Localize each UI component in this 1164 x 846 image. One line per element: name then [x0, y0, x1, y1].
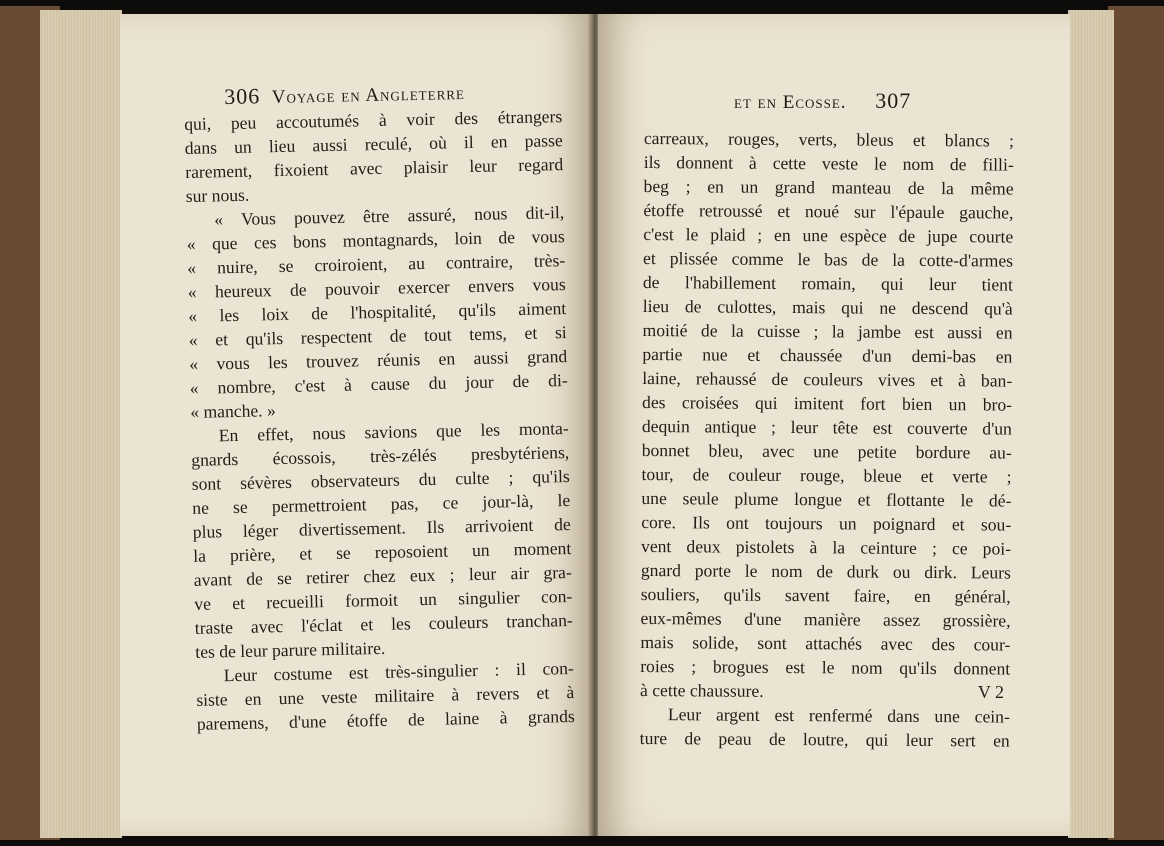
- text-line: bonnet bleu, avec une petite bordure au-: [641, 439, 1012, 463]
- left-body-text: [184, 104, 575, 736]
- text-line: lieu de culottes, mais qui ne descend qu'à: [642, 295, 1013, 319]
- text-line: Leur costume est très-singulier : il con-: [223, 657, 574, 686]
- text-line: laine, rehaussé de couleurs vives et à ban-: [642, 367, 1013, 391]
- right-page: [598, 14, 1070, 836]
- text-line: ils donnent à cette veste le nom de filli-: [643, 151, 1014, 175]
- text-line: « les loix de l'hospitalité, qu'ils aiment: [188, 298, 567, 326]
- text-line: une seule plume longue et flottante le dé-: [641, 487, 1012, 511]
- page-edges-left: [40, 10, 122, 838]
- left-page: [120, 14, 592, 836]
- text-line: siste en une veste militaire à revers et à: [196, 681, 575, 710]
- left-page-number: 306: [224, 83, 261, 109]
- text-line: « heureux de pouvoir exercer envers vous: [187, 274, 566, 302]
- text-line: sur nous.: [185, 184, 250, 206]
- text-line: Leur argent est renfermé dans une cein-: [667, 704, 1010, 727]
- text-line: des croisées qui imitent fort bien un bro-: [642, 391, 1013, 415]
- book-cover-right: [1108, 6, 1164, 840]
- page-edges-right: [1068, 10, 1114, 838]
- text-line: eux-mêmes d'une manière assez grossière,: [640, 607, 1011, 631]
- text-line: de l'habillement romain, qui leur tient: [642, 271, 1013, 295]
- text-line: tour, de couleur rouge, bleue et verte ;: [641, 463, 1012, 487]
- text-line: dans un lieu aussi reculé, où il en passe: [184, 130, 563, 158]
- text-line: qui, peu accoutumés à voir des étrangers: [184, 106, 563, 134]
- text-line: traste avec l'éclat et les couleurs tranchan-: [194, 609, 573, 638]
- text-line: c'est le plaid ; en une espèce de jupe courte: [643, 223, 1014, 247]
- text-line: « nombre, c'est à cause du jour de di-: [189, 370, 568, 398]
- right-running-head: [734, 88, 911, 114]
- text-line: « vous les trouvez réunis en aussi grand: [189, 346, 568, 374]
- text-line: tes de leur parure militaire.: [195, 637, 386, 662]
- text-line: core. Ils ont toujours un poignard et sou-: [641, 511, 1012, 535]
- left-head-title: Voyage en Angleterre: [271, 82, 466, 108]
- text-line: et plissée comme le bas de la cotte-d'armes: [643, 247, 1014, 271]
- text-line: ture de peau de loutre, qui leur sert en: [639, 727, 1010, 751]
- text-line: plus léger divertissement. Ils arrivoient de: [192, 513, 571, 542]
- text-line: sont sévères observateurs du culte ; qu'ils: [191, 466, 570, 494]
- text-line: moitié de la cuisse ; la jambe est aussi en: [642, 319, 1013, 343]
- text-line: « manche. »: [190, 400, 276, 422]
- text-line: gnards écossois, très-zélés presbytériens,: [191, 442, 570, 470]
- text-line: paremens, d'une étoffe de laine à grands: [196, 705, 575, 734]
- text-line: ne se permettroient pas, ce jour-là, le: [192, 489, 571, 518]
- text-line: étoffe retroussé et noué sur l'épaule gauche,: [643, 199, 1014, 223]
- text-line: vent deux pistolets à la ceinture ; ce poi-: [640, 535, 1012, 559]
- text-line: la prière, et se reposoient un moment: [193, 537, 572, 566]
- text-line: « que ces bons montagnards, loin de vous: [186, 226, 565, 254]
- text-line: beg ; en un grand manteau de la même: [643, 175, 1014, 199]
- right-head-title: et en Ecosse.: [734, 92, 847, 113]
- text-line: avant de se retirer chez eux ; leur air gra-: [193, 561, 572, 590]
- right-page-number: 307: [875, 88, 912, 113]
- text-line: rarement, fixoient avec plaisir leur regard: [185, 154, 564, 182]
- text-line: gnard porte le nom de durk ou dirk. Leurs: [640, 559, 1011, 583]
- text-line: En effet, nous savions que les monta-: [218, 418, 569, 446]
- text-line: partie nue et chaussée d'un demi-bas en: [642, 343, 1013, 367]
- text-line: à cette chaussure.: [639, 679, 764, 701]
- text-line: « Vous pouvez être assuré, nous dit-il,: [214, 202, 565, 230]
- text-line: roies ; brogues est le nom qu'ils donnent: [640, 655, 1011, 679]
- text-line: « nuire, se croiroient, au contraire, très-: [187, 250, 566, 278]
- text-line: dequin antique ; leur tête est couverte d'un: [641, 415, 1012, 439]
- right-body-text: [640, 126, 1014, 753]
- text-line: ve et recueilli formoit un singulier con-: [194, 585, 573, 614]
- left-running-head: [224, 79, 465, 110]
- text-line: « et qu'ils respectent de tout tems, et si: [188, 322, 567, 350]
- text-line: carreaux, rouges, verts, bleus et blancs ;: [643, 127, 1014, 151]
- text-line: mais solide, sont attachés avec des cour-: [640, 631, 1011, 655]
- text-line: souliers, qu'ils savent faire, en général,: [640, 583, 1011, 607]
- signature-mark: V 2: [977, 682, 1004, 702]
